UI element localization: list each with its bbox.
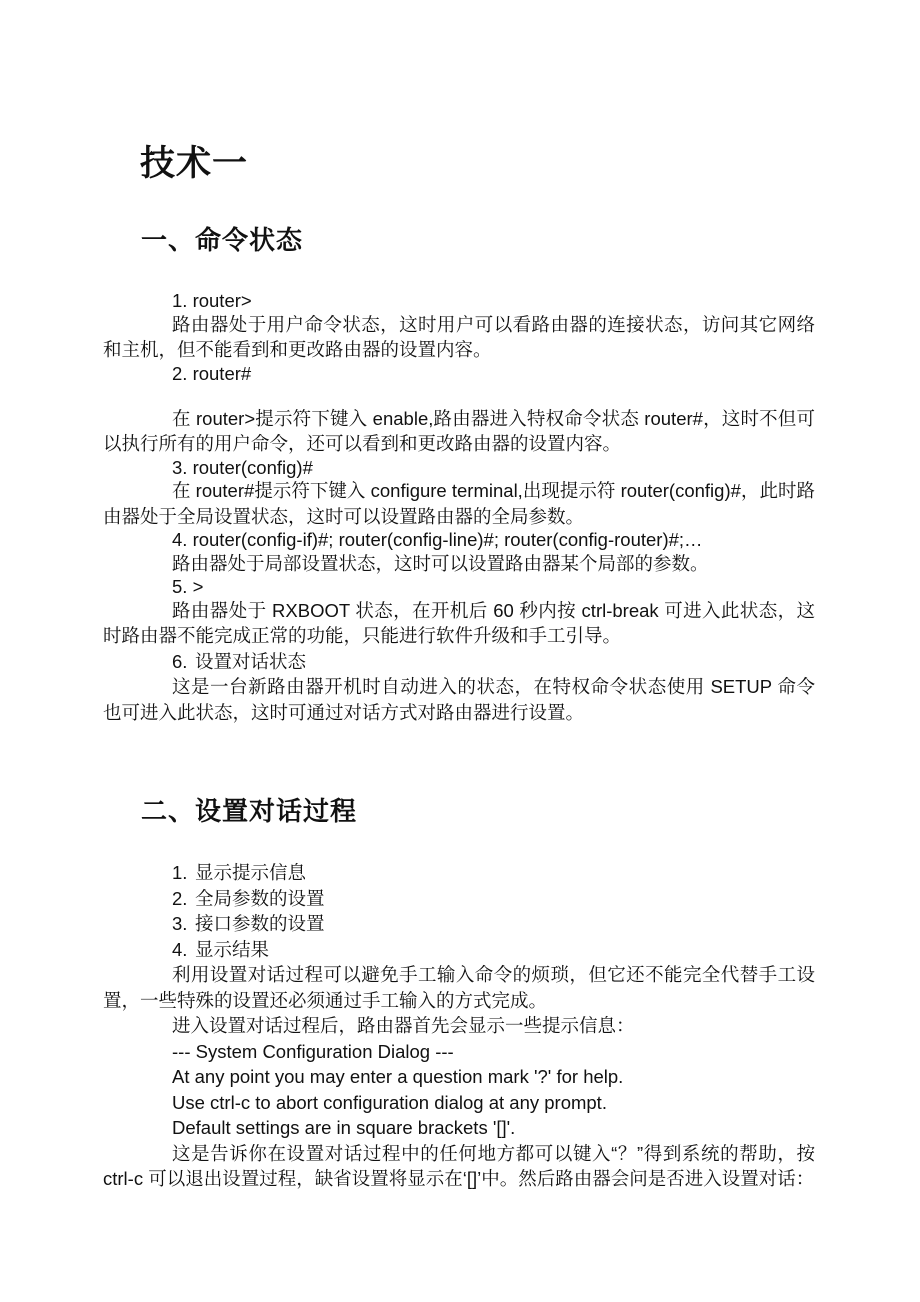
item-text: 显示结果: [195, 938, 270, 960]
section2-heading: 二、设置对话过程: [141, 796, 358, 826]
paragraph-local-config-desc: 路由器处于局部设置状态，这时可以设置路由器某个局部的参数。: [172, 552, 709, 574]
item-text: 显示提示信息: [195, 862, 307, 883]
item-number: 6.: [172, 650, 188, 672]
section2-body: [103, 860, 815, 1192]
item-number: 1.: [172, 862, 188, 883]
paragraph-setup-state: [103, 649, 815, 675]
item-text: 接口参数的设置: [195, 913, 325, 934]
paragraph-dialog-advantage: 利用设置对话过程可以避免手工输入命令的烦琐，但它还不能完全代替手工设置，一些特殊的设置还必须通过手工输入的方式完成。: [103, 964, 815, 1011]
list-item: [103, 860, 815, 886]
blank-line: [103, 384, 815, 406]
paragraph-system-config-dialog: --- System Configuration Dialog ---: [172, 1040, 454, 1062]
paragraph-setup-state-desc: 这是一台新路由器开机时自动进入的状态，在特权命令状态使用 SETUP 命令也可进入此状态，这时可通过对话方式对路由器进行设置。: [103, 676, 815, 723]
item-number: 4.: [172, 938, 188, 960]
paragraph-abort-hint: Use ctrl-c to abort configuration dialog at any prompt.: [172, 1091, 607, 1113]
item-number: 2.: [172, 887, 188, 909]
document-title: 技术一: [140, 144, 249, 183]
item-text: 全局参数的设置: [195, 887, 325, 909]
paragraph-global-config-desc: 在 router#提示符下键入 configure terminal,出现提示符 router(config)#，此时路由器处于全局设置状态，这时可以设置路由器的全局参数。: [103, 480, 815, 527]
paragraph-priv-mode-desc: 在 router>提示符下键入 enable,路由器进入特权命令状态 router#，这时不但可以执行所有的用户命令，还可以看到和更改路由器的设置内容。: [103, 407, 815, 454]
paragraph-rxboot-desc: 路由器处于 RXBOOT 状态，在开机后 60 秒内按 ctrl-break 可进入此状态，这时路由器不能完成正常的功能，只能进行软件升级和手工引导。: [103, 599, 815, 646]
paragraph-router-priv-prompt: 2. router#: [172, 362, 252, 384]
paragraph-default-hint: Default settings are in square brackets '[]'.: [172, 1117, 516, 1138]
paragraph-dialog-intro: 进入设置对话过程后，路由器首先会显示一些提示信息：: [172, 1015, 635, 1036]
item-number: 3.: [172, 913, 188, 934]
paragraph-rxboot-prompt: 5. >: [172, 576, 204, 597]
item-text: 设置对话状态: [195, 650, 307, 672]
section1-heading: 一、命令状态: [141, 225, 304, 255]
paragraph-sub-config-prompts: 4. router(config-if)#; router(config-line)#; router(config-router)#;…: [172, 529, 703, 550]
list-item: [103, 937, 815, 963]
paragraph-hints-explanation: 这是告诉你在设置对话过程中的任何地方都可以键入“？”得到系统的帮助，按 ctrl-c 可以退出设置过程，缺省设置将显示在‘[]’中。然后路由器会问是否进入设置对话：: [103, 1142, 815, 1189]
paragraph-config-prompt: 3. router(config)#: [172, 456, 313, 478]
section1-body: [103, 290, 815, 725]
paragraph-router-user-prompt: 1. router>: [172, 290, 252, 311]
list-item: [103, 886, 815, 912]
paragraph-help-hint: At any point you may enter a question mark '?' for help.: [172, 1066, 624, 1087]
paragraph-user-mode-desc: 路由器处于用户命令状态，这时用户可以看路由器的连接状态，访问其它网络和主机，但不能看到和更改路由器的设置内容。: [103, 313, 815, 360]
list-item: [103, 911, 815, 937]
